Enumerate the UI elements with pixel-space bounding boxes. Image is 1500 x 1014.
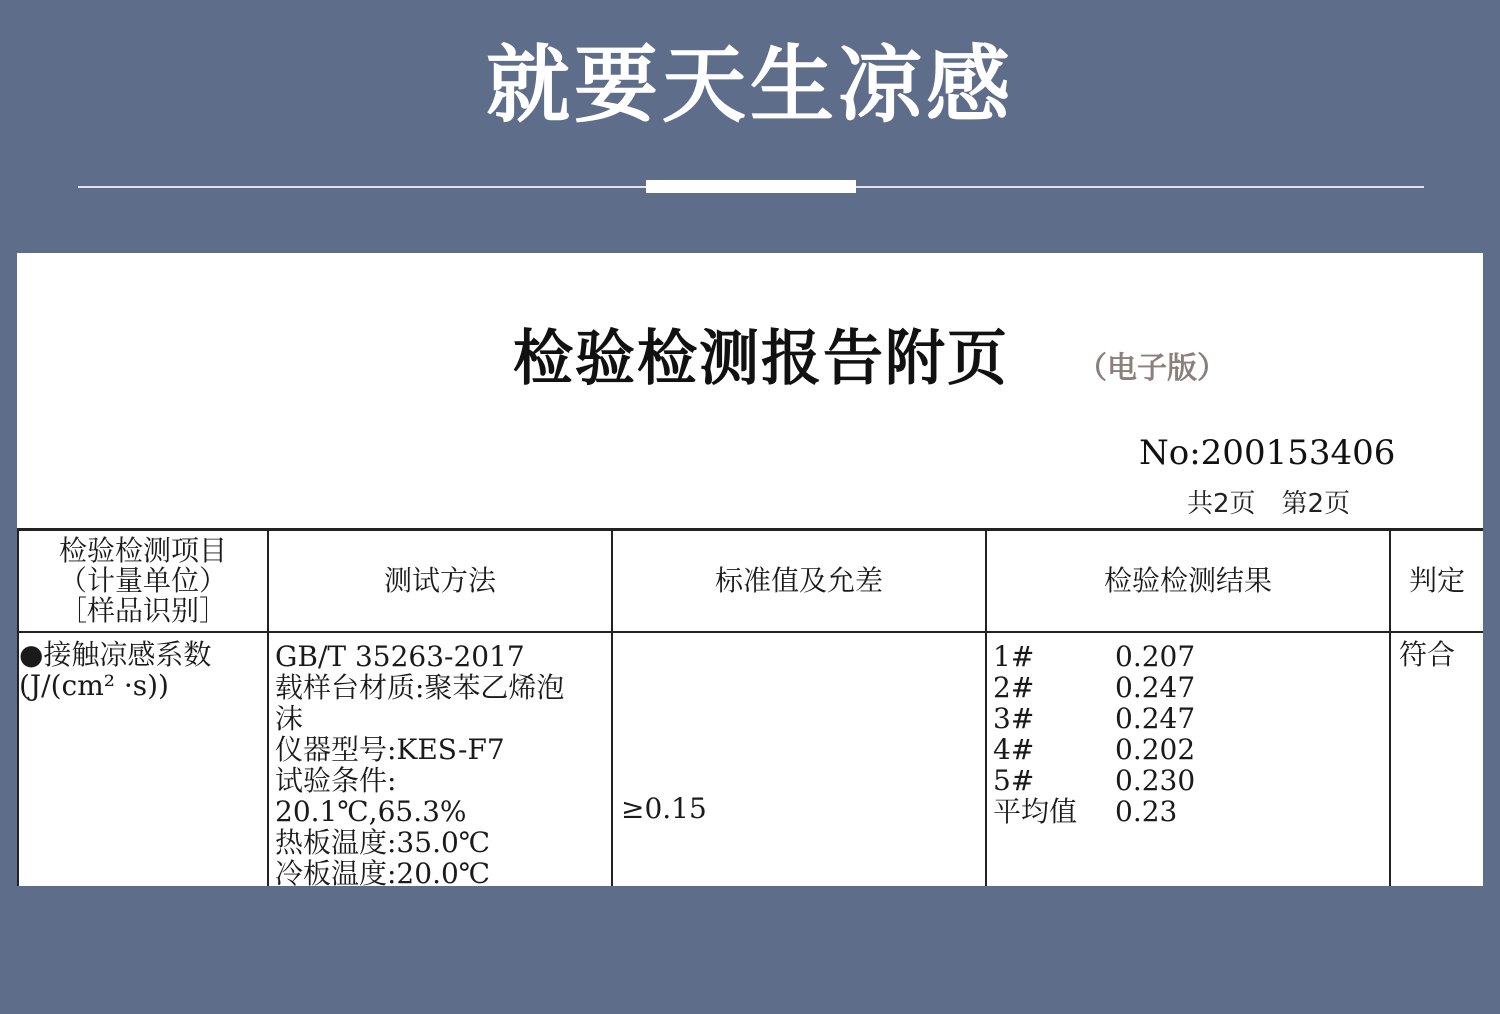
- item-name: ●接触凉感系数: [19, 638, 212, 671]
- result-line: [993, 641, 1389, 672]
- result-value: 0.230: [1115, 764, 1196, 797]
- header-item-line: ［样品识别］: [58, 594, 227, 627]
- result-label: 3#: [993, 702, 1035, 735]
- method-line: 载样台材质:聚苯乙烯泡: [275, 671, 565, 704]
- result-value: 0.247: [1115, 702, 1196, 735]
- result-line: [993, 672, 1389, 703]
- result-line: [993, 703, 1389, 734]
- cell-verdict: 符合: [1390, 632, 1483, 886]
- header-item-line: 检验检测项目: [58, 534, 227, 567]
- cell-method: [268, 632, 612, 886]
- banner-headline: 就要天生凉感: [485, 36, 1014, 134]
- report-edition: （电子版）: [1077, 351, 1227, 386]
- header-standard: 标准值及允差: [612, 530, 986, 633]
- header-item-line: （计量单位）: [58, 564, 227, 597]
- cell-item-wrapper: [19, 633, 267, 701]
- report-number: No:200153406: [1139, 433, 1396, 473]
- cell-item: [18, 632, 268, 886]
- result-line: [993, 734, 1389, 765]
- report-sheet: [17, 253, 1483, 886]
- method-line: GB/T 35263-2017: [275, 640, 525, 673]
- divider-accent-bar: [646, 180, 856, 193]
- result-value: 0.207: [1115, 640, 1196, 673]
- header-result: 检验检测结果: [986, 530, 1390, 633]
- item-unit: (J/(cm² ·s)): [19, 669, 169, 702]
- cell-standard: [612, 632, 986, 886]
- result-value: 0.202: [1115, 733, 1196, 766]
- method-line: 沫: [275, 702, 304, 735]
- method-line: 冷板温度:20.0℃: [275, 857, 491, 886]
- result-value: 0.247: [1115, 671, 1196, 704]
- report-title: 检验检测报告附页: [513, 324, 1009, 394]
- table-header-row: [18, 530, 1483, 633]
- result-label: 5#: [993, 764, 1035, 797]
- method-line: 试验条件:: [275, 764, 397, 797]
- result-label: 平均值: [993, 795, 1078, 828]
- method-line: 热板温度:35.0℃: [275, 826, 491, 859]
- result-value: 0.23: [1115, 795, 1178, 828]
- result-label: 4#: [993, 733, 1035, 766]
- table-row: [18, 632, 1483, 886]
- page-indicator: 共2页 第2页: [1187, 489, 1351, 519]
- method-line: 仪器型号:KES-F7: [275, 733, 505, 766]
- results-table: [17, 528, 1483, 886]
- cell-result: [986, 632, 1390, 886]
- header-method: 测试方法: [268, 530, 612, 633]
- header-item: [18, 530, 268, 633]
- result-line: [993, 765, 1389, 796]
- result-label: 2#: [993, 671, 1035, 704]
- result-line: [993, 796, 1389, 827]
- result-label: 1#: [993, 640, 1035, 673]
- header-verdict: 判定: [1390, 530, 1483, 633]
- standard-value: ≥0.15: [621, 792, 707, 825]
- method-line: 20.1℃,65.3%: [275, 795, 467, 828]
